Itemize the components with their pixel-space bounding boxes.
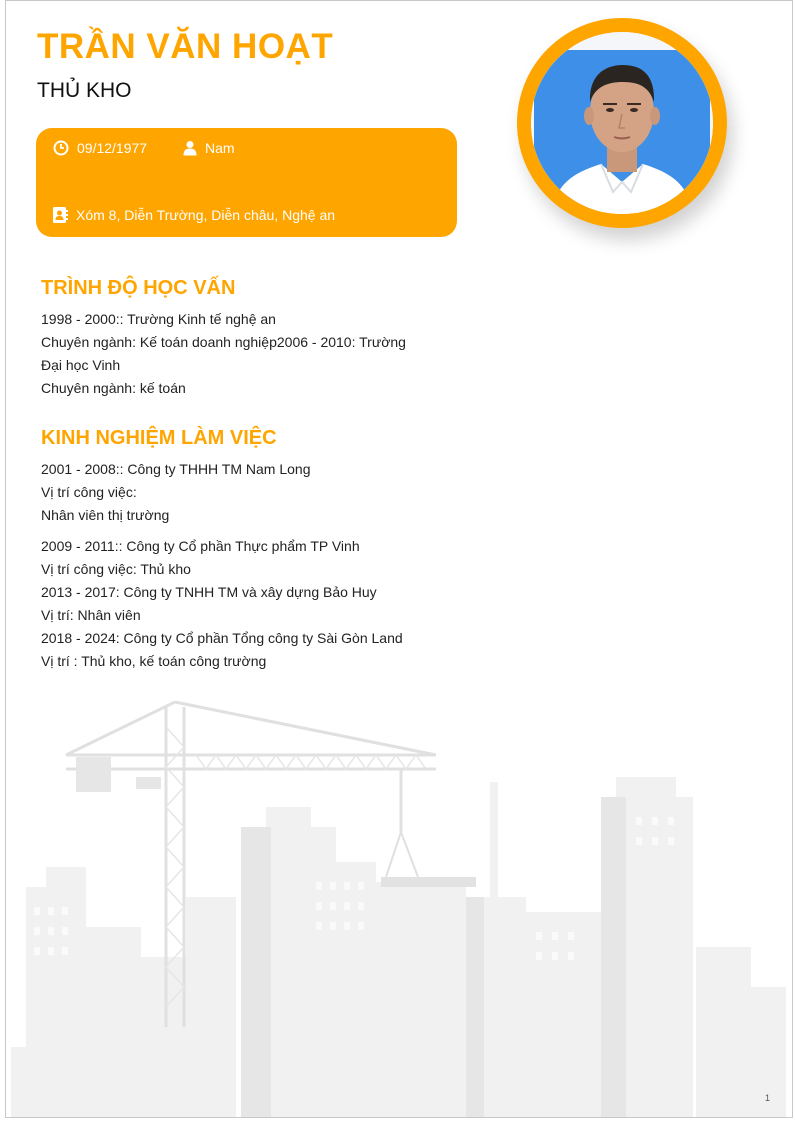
birth-date-item (53, 140, 147, 156)
gender-item (183, 140, 235, 156)
education-line: Chuyên ngành: kế toán (41, 380, 186, 396)
profile-photo-frame (517, 18, 727, 228)
experience-line: 2001 - 2008:: Công ty THHH TM Nam Long (41, 461, 311, 477)
experience-title: KINH NGHIỆM LÀM VIỆC (41, 427, 277, 449)
resume-page (5, 0, 793, 1118)
experience-line: 2018 - 2024: Công ty Cổ phần Tổng công ty Sài Gòn Land (41, 630, 403, 646)
education-line: Chuyên ngành: Kế toán doanh nghiệp2006 - 2010: Trường (41, 334, 406, 350)
user-icon (183, 140, 197, 156)
address-book-icon (52, 206, 68, 224)
address-item (52, 206, 335, 224)
city-skyline-illustration (6, 697, 793, 1117)
experience-line: Vị trí: Nhân viên (41, 607, 141, 623)
education-line: Đại học Vinh (41, 357, 121, 373)
gender: Nam (205, 140, 235, 156)
experience-list (41, 458, 416, 673)
birth-date: 09/12/1977 (77, 140, 148, 156)
education-list (41, 308, 416, 400)
experience-line: 2009 - 2011:: Công ty Cổ phần Thực phẩm TP Vinh (41, 538, 360, 554)
candidate-name: TRẦN VĂN HOẠT (37, 27, 334, 66)
experience-line: 2013 - 2017: Công ty TNHH TM và xây dựng Bảo Huy (41, 584, 377, 600)
experience-line: Vị trí : Thủ kho, kế toán công trường (41, 653, 267, 669)
experience-line: Vị trí công việc: (41, 484, 137, 500)
job-title: THỦ KHO (37, 79, 132, 102)
experience-line: Nhân viên thị trường (41, 507, 170, 523)
clock-icon (53, 140, 69, 156)
contact-info-box (36, 128, 457, 237)
experience-line: Vị trí công việc: Thủ kho (41, 561, 191, 577)
profile-photo (531, 32, 713, 214)
education-line: 1998 - 2000:: Trường Kinh tế nghệ an (41, 311, 276, 327)
education-title: TRÌNH ĐỘ HỌC VẤN (41, 277, 236, 299)
page-number: 1 (764, 1093, 770, 1103)
address: Xóm 8, Diễn Trường, Diễn châu, Nghệ an (76, 207, 336, 223)
